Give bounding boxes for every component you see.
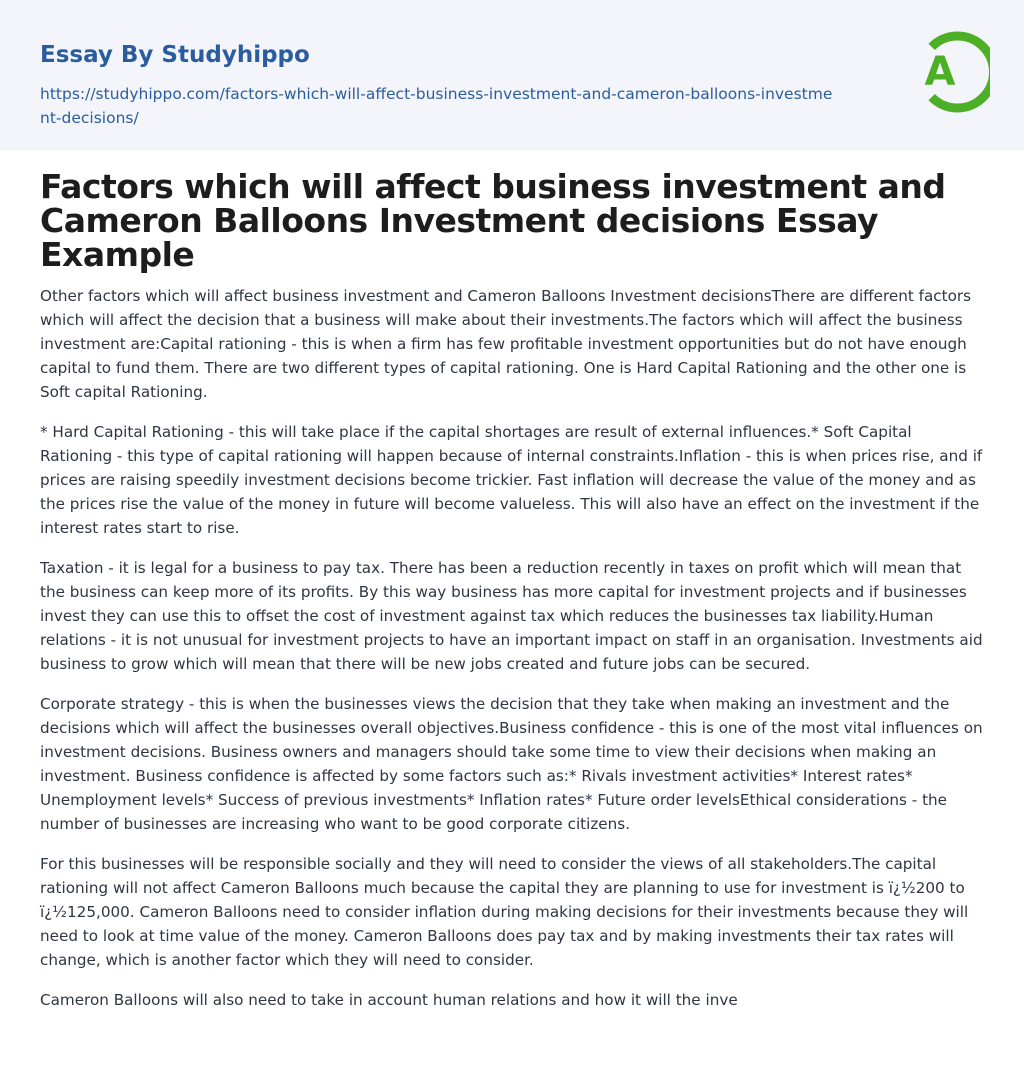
essay-paragraph: For this businesses will be responsible socially and they will need to consider the views of all stakeholders.The capital rationing will not affect Cameron Balloons much because the capital they are planning to use for investment is ï¿½200 to ï¿½125,000. Cameron Balloons need to consider inflation during making decisions for their investments because they will need to look at time value of the money. Cameron Balloons does pay tax and by making investments their tax rates will change, which is another factor which they will need to consider. xyxy=(40,855,969,969)
logo-letter: A xyxy=(924,49,956,95)
site-header xyxy=(0,0,1024,150)
essay-paragraph: Other factors which will affect business investment and Cameron Balloons Investment decisionsThere are different factors which will affect the decision that a business will make about their investments.The factors which will affect the business investment are:Capital rationing - this is when a firm has few profitable investment opportunities but do not have enough capital to fund them. There are two different types of capital rationing. One is Hard Capital Rationing and the other one is Soft capital Rationing. xyxy=(40,287,972,401)
brand-title[interactable]: Essay By Studyhippo xyxy=(40,42,310,68)
essay-content xyxy=(40,167,984,1028)
essay-paragraph: Taxation - it is legal for a business to pay tax. There has been a reduction recently in taxes on profit which will mean that the business can keep more of its profits. By this way business has more capital for investment projects and if businesses invest they can use this to offset the cost of investment against tax which reduces the businesses tax liability.Human relations - it is not unusual for investment projects to have an important impact on staff in an organisation. Investments aid business to grow which will mean that there will be new jobs created and future jobs can be secured. xyxy=(40,559,983,673)
essay-paragraph: * Hard Capital Rationing - this will take place if the capital shortages are result of external influences.* Soft Capital Rationing - this type of capital rationing will happen because of internal constraints.Inflation - this is when prices rise, and if prices are raising speedily investment decisions become trickier. Fast inflation will decrease the value of the money and as the prices rise the value of the money in future will become valueless. This will also have an effect on the investment if the interest rates start to rise. xyxy=(40,423,983,537)
essay-paragraph: Cameron Balloons will also need to take in account human relations and how it will the inve xyxy=(40,991,738,1009)
source-url-link[interactable]: https://studyhippo.com/factors-which-will-affect-business-investment-and-cameron-balloons-investment-decisions/ xyxy=(40,85,833,127)
studyhippo-logo-icon[interactable] xyxy=(904,28,990,116)
essay-paragraph: Corporate strategy - this is when the businesses views the decision that they take when making an investment and the decisions which will affect the businesses overall objectives.Business confidence - this is one of the most vital influences on investment decisions. Business owners and managers should take some time to view their decisions when making an investment. Business confidence is affected by some factors such as:* Rivals investment activities* Interest rates* Unemployment levels* Success of previous investments* Inflation rates* Future order levelsEthical considerations - the number of businesses are increasing who want to be good corporate citizens. xyxy=(40,695,983,833)
page-title: Factors which will affect business investment and Cameron Balloons Investment decisions Essay Example xyxy=(40,167,946,274)
essay-body xyxy=(40,284,984,1012)
